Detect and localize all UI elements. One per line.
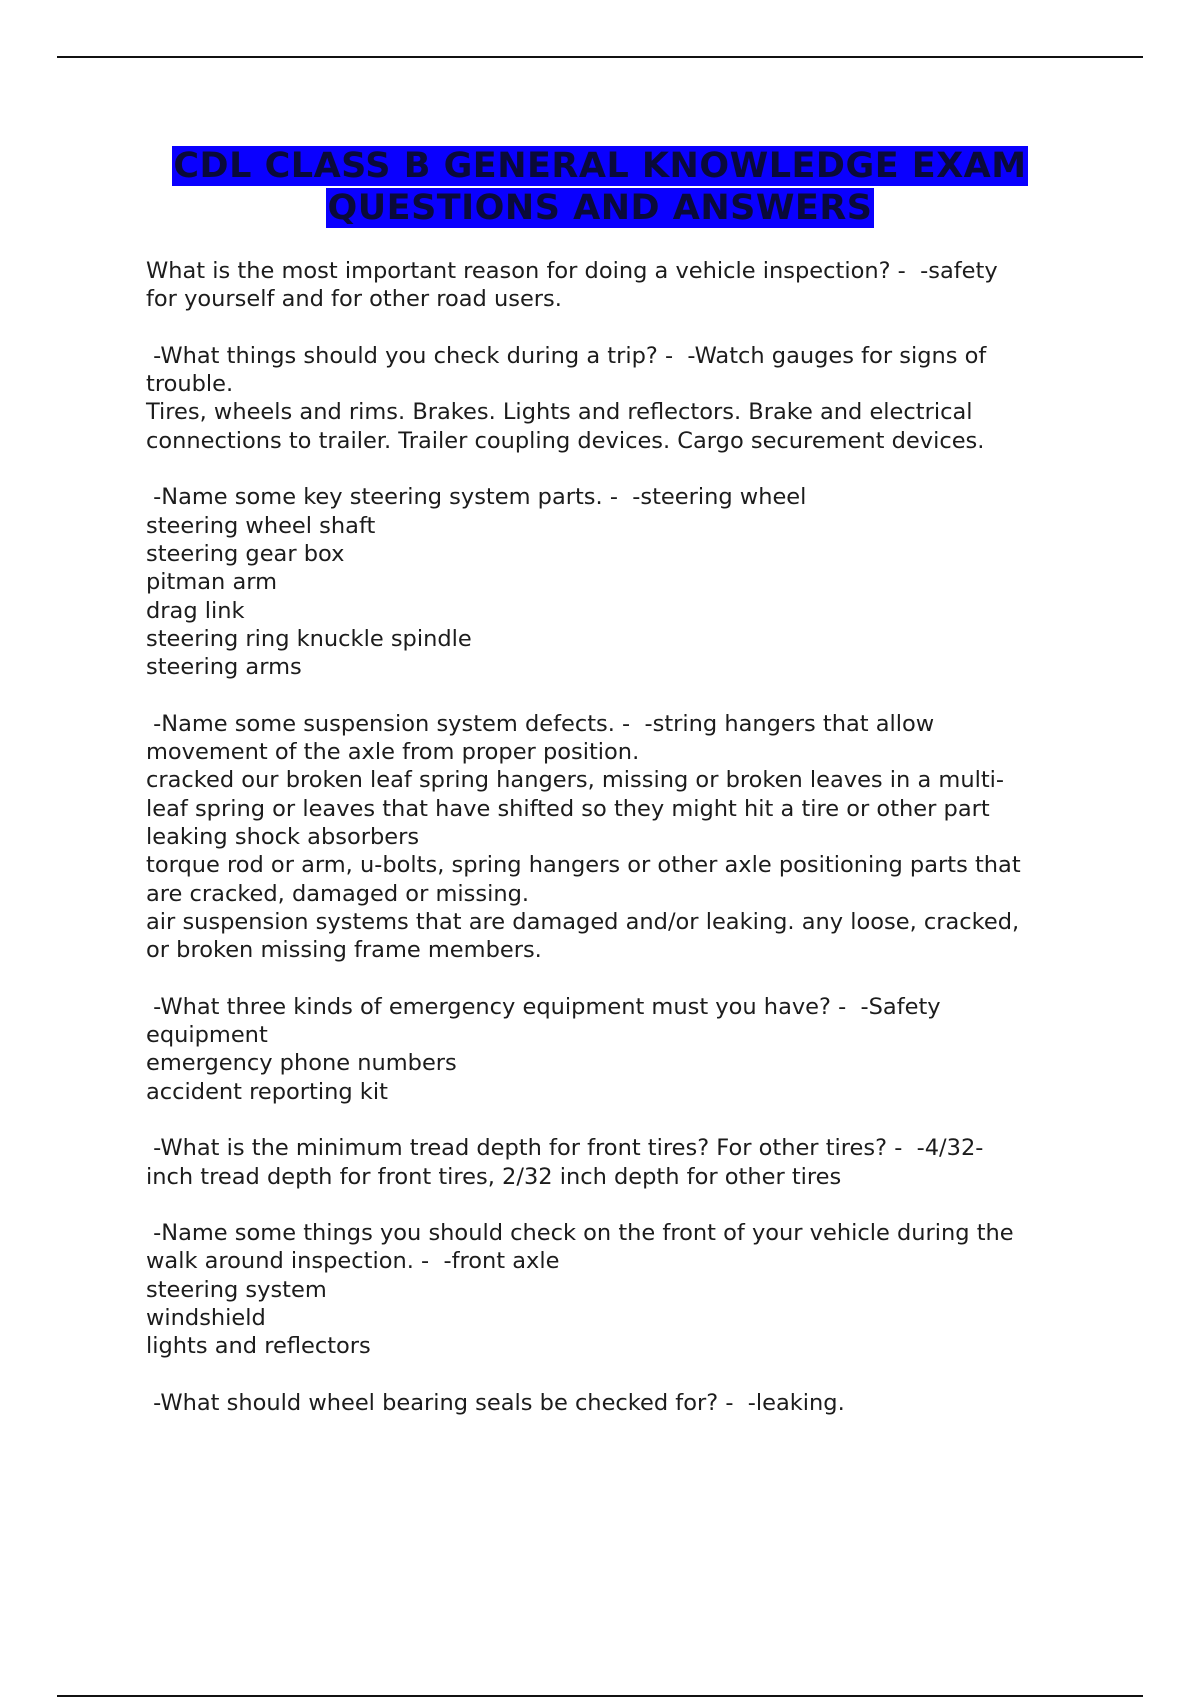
text-line: steering wheel shaft	[146, 512, 376, 539]
text-line: -What is the minimum tread depth for front tires? For other tires? - -4/32-	[146, 1135, 984, 1162]
text-line: drag link	[146, 597, 245, 624]
blank-line	[146, 1361, 1092, 1389]
top-rule	[57, 56, 1143, 58]
title-line-2: QUESTIONS AND ANSWERS	[327, 188, 873, 228]
text-line: steering arms	[146, 654, 302, 681]
text-line: lights and reflectors	[146, 1333, 371, 1360]
text-line: -Name some things you should check on the front of your vehicle during the	[146, 1220, 1014, 1247]
text-line: steering gear box	[146, 540, 345, 567]
text-line: -Name some suspension system defects. - -string hangers that allow	[146, 710, 935, 737]
text-line: -Name some key steering system parts. - -steering wheel	[146, 484, 807, 511]
blank-line	[146, 314, 1092, 342]
text-line: for yourself and for other road users.	[146, 286, 562, 313]
text-line: -What things should you check during a trip? - -Watch gauges for signs of	[146, 342, 987, 369]
blank-line	[146, 1106, 1092, 1134]
text-line: Tires, wheels and rims. Brakes. Lights and reflectors. Brake and electrical	[146, 399, 973, 426]
text-line: steering ring knuckle spindle	[146, 625, 472, 652]
text-line: connections to trailer. Trailer coupling devices. Cargo securement devices.	[146, 427, 985, 454]
title-line-1: CDL CLASS B GENERAL KNOWLEDGE EXAM	[173, 146, 1027, 186]
text-line: torque rod or arm, u-bolts, spring hangers or other axle positioning parts that	[146, 852, 1021, 879]
text-line: movement of the axle from proper position.	[146, 739, 640, 766]
text-line: steering system	[146, 1276, 327, 1303]
document-body	[146, 257, 1092, 1417]
text-line: emergency phone numbers	[146, 1050, 457, 1077]
text-line: leaf spring or leaves that have shifted so they might hit a tire or other part	[146, 795, 990, 822]
text-line: What is the most important reason for doing a vehicle inspection? - -safety	[146, 258, 998, 284]
text-line: are cracked, damaged or missing.	[146, 880, 530, 907]
text-line: or broken missing frame members.	[146, 937, 542, 964]
text-line: accident reporting kit	[146, 1078, 388, 1105]
blank-line	[146, 1191, 1092, 1219]
text-line: -What should wheel bearing seals be checked for? - -leaking.	[146, 1389, 845, 1416]
text-line: windshield	[146, 1304, 266, 1331]
bottom-rule	[57, 1695, 1143, 1697]
text-line: pitman arm	[146, 569, 278, 596]
document-title	[0, 145, 1200, 229]
text-line: trouble.	[146, 371, 234, 398]
text-line: cracked our broken leaf spring hangers, missing or broken leaves in a multi-	[146, 767, 1005, 794]
blank-line	[146, 681, 1092, 709]
blank-line	[146, 455, 1092, 483]
text-line: equipment	[146, 1022, 268, 1049]
text-line: -What three kinds of emergency equipment must you have? - -Safety	[146, 993, 941, 1020]
blank-line	[146, 964, 1092, 992]
text-line: leaking shock absorbers	[146, 823, 420, 850]
text-line: inch tread depth for front tires, 2/32 inch depth for other tires	[146, 1163, 842, 1190]
text-line: walk around inspection. - -front axle	[146, 1248, 560, 1275]
text-line: air suspension systems that are damaged and/or leaking. any loose, cracked,	[146, 908, 1020, 935]
